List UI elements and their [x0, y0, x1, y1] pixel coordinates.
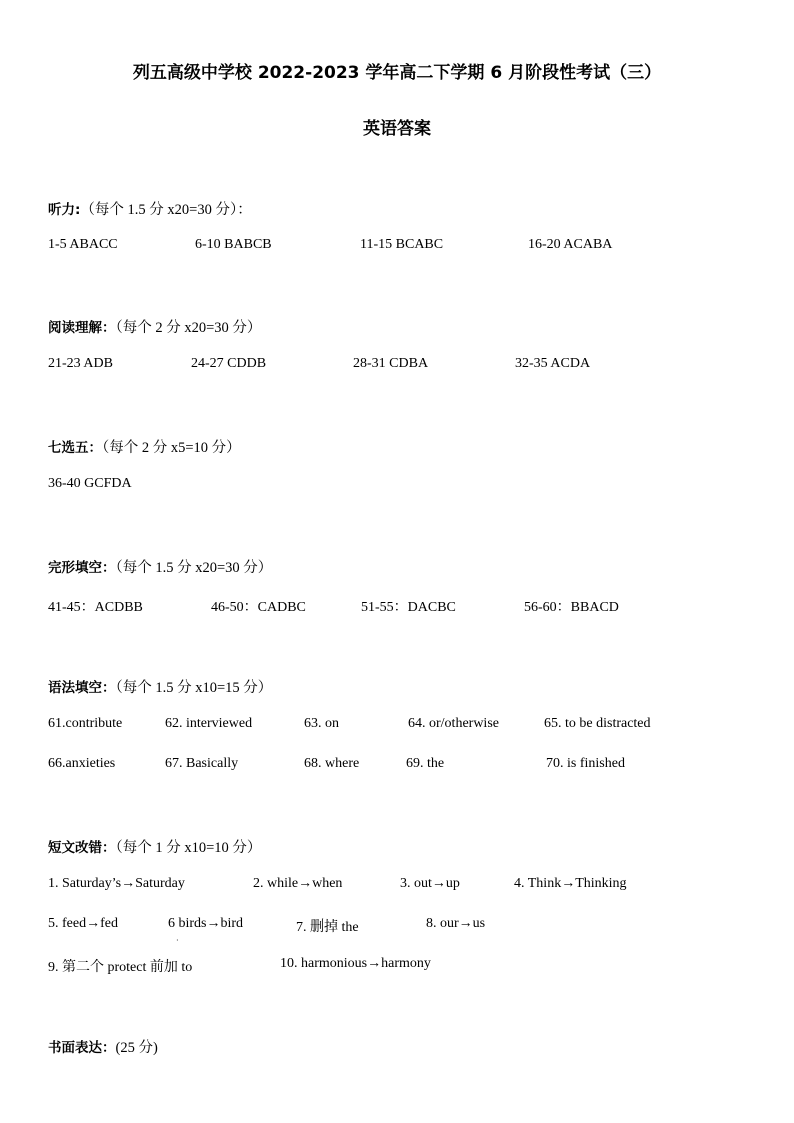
answer-item: 66.anxieties [48, 756, 116, 771]
answer-item: 6 birds→bird [168, 916, 244, 931]
answer-item: 70. is finished [546, 756, 625, 771]
error-correction-row-2 [0, 916, 794, 936]
error-correction-row-3 [0, 956, 794, 976]
answer-item: 67. Basically [165, 756, 239, 771]
answer-item: 69. the [406, 756, 445, 771]
listening-answers-row [0, 237, 794, 257]
grammar-answers-row-2 [0, 756, 794, 776]
answer-item: 51-55：DACBC [361, 600, 456, 615]
section-heading-cloze [48, 556, 272, 577]
section-heading-grammar [48, 676, 272, 697]
writing-points: (25 分) [115, 1040, 158, 1056]
answer-item: 63. on [304, 716, 339, 731]
grammar-heading-label: 语法填空： [48, 680, 116, 696]
cloze-heading-label: 完形填空： [48, 560, 116, 576]
seven-choose-five-heading-label: 七选五： [48, 440, 102, 456]
answer-item: 1-5 ABACC [48, 237, 118, 252]
answer-item: 61.contribute [48, 716, 123, 731]
error-correction-row-1 [0, 876, 794, 896]
section-heading-reading [48, 316, 261, 337]
answer-item: 1. Saturday’s→Saturday [48, 876, 185, 891]
answer-item: 62. interviewed [165, 716, 253, 731]
listening-heading-label: 听力: [48, 202, 81, 218]
answer-item: 2. while→when [253, 876, 343, 891]
answer-item: 11-15 BCABC [360, 237, 444, 252]
section-heading-error-correction [48, 836, 261, 857]
answer-item: 24-27 CDDB [191, 356, 267, 371]
reading-answers-row [0, 356, 794, 376]
answer-item: 16-20 ACABA [528, 237, 613, 252]
section-heading-writing [48, 1036, 158, 1057]
answer-item: 68. where [304, 756, 360, 771]
stray-dot-mark: · [176, 936, 179, 945]
seven-choose-five-answers-row [0, 476, 794, 496]
answer-item: 21-23 ADB [48, 356, 113, 371]
answer-item: 56-60：BBACD [524, 600, 619, 615]
writing-heading-label: 书面表达： [48, 1040, 116, 1056]
answer-item: 6-10 BABCB [195, 237, 272, 252]
listening-points: （每个 1.5 分 x20=30 分）： [80, 202, 252, 218]
answer-item: 8. our→us [426, 916, 486, 931]
error-correction-heading-label: 短文改错： [48, 840, 116, 856]
grammar-points: （每个 1.5 分 x10=15 分） [115, 680, 273, 696]
answer-item: 46-50：CADBC [211, 600, 306, 615]
document-title: 列五高级中学校 2022-2023 学年高二下学期 6 月阶段性考试（三） [132, 63, 662, 83]
answer-item: 64. or/otherwise [408, 716, 499, 731]
answer-item: 28-31 CDBA [353, 356, 429, 371]
reading-points: （每个 2 分 x20=30 分） [115, 320, 262, 336]
answer-item: 3. out→up [400, 876, 460, 891]
error-correction-points: （每个 1 分 x10=10 分） [115, 840, 262, 856]
seven-choose-five-points: （每个 2 分 x5=10 分） [102, 440, 241, 456]
answer-item: 41-45：ACDBB [48, 600, 143, 615]
answer-item: 10. harmonious→harmony [280, 956, 431, 971]
answer-item: 65. to be distracted [544, 716, 651, 731]
cloze-points: （每个 1.5 分 x20=30 分） [115, 560, 273, 576]
section-heading-listening [48, 198, 252, 219]
document-subtitle: 英语答案 [363, 119, 431, 139]
answer-item: 4. Think→Thinking [514, 876, 627, 891]
grammar-answers-row-1 [0, 716, 794, 736]
answer-item: 7. 删掉 the [296, 920, 359, 935]
reading-heading-label: 阅读理解： [48, 320, 116, 336]
answer-item: 32-35 ACDA [515, 356, 591, 371]
cloze-answers-row [0, 596, 794, 616]
answer-item: 5. feed→fed [48, 916, 118, 931]
answer-item: 36-40 GCFDA [48, 476, 132, 491]
section-heading-seven-choose-five [48, 436, 241, 457]
answer-item: 9. 第二个 protect 前加 to [48, 960, 193, 975]
